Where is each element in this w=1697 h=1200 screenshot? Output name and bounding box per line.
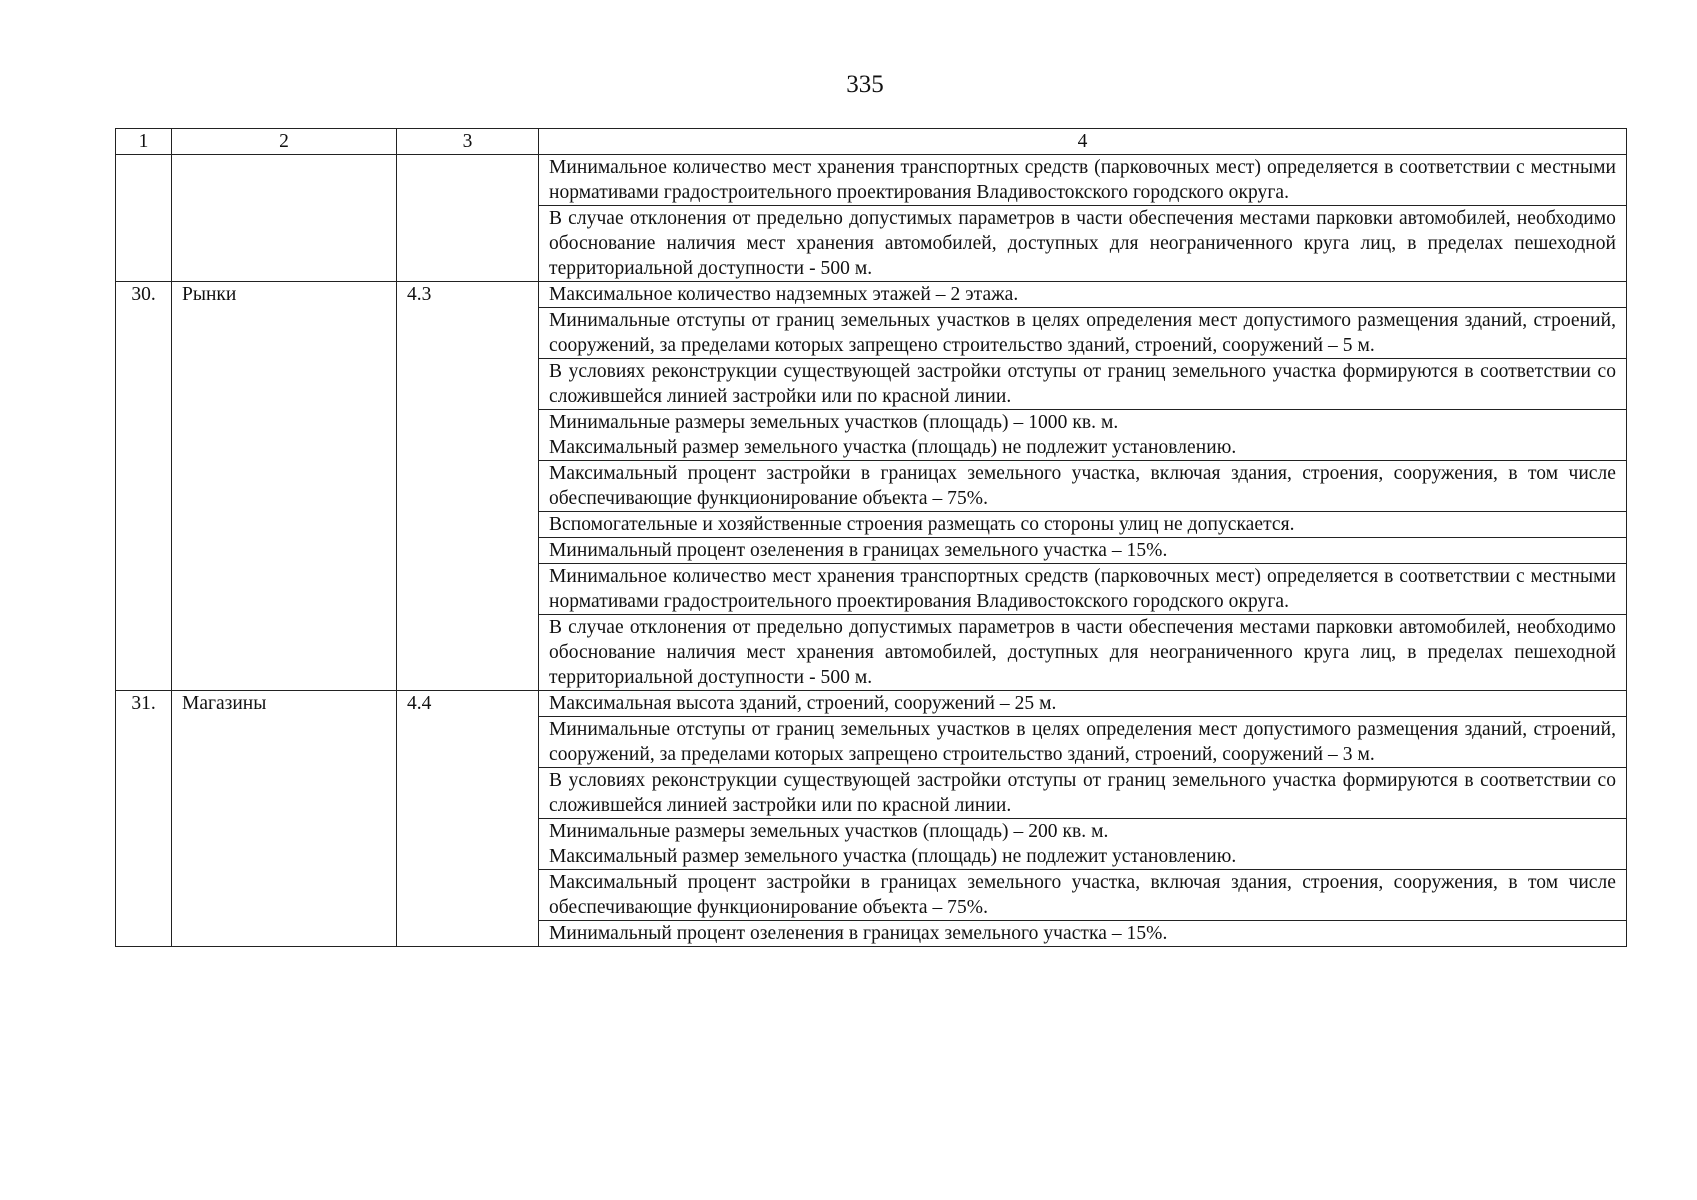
parameter-cell: В условиях реконструкции существующей застройки отступы от границ земельного участка формируются в соответствии со сложившейся линией застройки или по красной линии. bbox=[539, 359, 1627, 410]
parameter-cell: Минимальное количество мест хранения транспортных средств (парковочных мест) определяется в соответствии с местными нормативами градостроительного проектирования Владивостокского городского округа. bbox=[539, 155, 1627, 206]
parameter-cell: Максимальный процент застройки в границах земельного участка, включая здания, строения, сооружения, в том числе обеспечивающие функционирование объекта – 75%. bbox=[539, 870, 1627, 921]
parameter-cell: Максимальная высота зданий, строений, сооружений – 25 м. bbox=[539, 691, 1627, 717]
use-type-code: 4.4 bbox=[397, 691, 539, 947]
parameter-cell: Максимальное количество надземных этажей – 2 этажа. bbox=[539, 282, 1627, 308]
parameter-cell: Вспомогательные и хозяйственные строения размещать со стороны улиц не допускается. bbox=[539, 512, 1627, 538]
header-cell: 3 bbox=[397, 129, 539, 155]
parameter-cell bbox=[539, 410, 1627, 461]
header-cell: 1 bbox=[116, 129, 172, 155]
parameter-cell: Минимальные отступы от границ земельных участков в целях определения мест допустимого размещения зданий, строений, сооружений, за пределами которых запрещено строительство зданий, строений, сооружений – 5 м. bbox=[539, 308, 1627, 359]
empty-cell bbox=[172, 155, 397, 282]
header-cell: 2 bbox=[172, 129, 397, 155]
use-type-code: 4.3 bbox=[397, 282, 539, 691]
parameter-cell: Максимальный процент застройки в границах земельного участка, включая здания, строения, сооружения, в том числе обеспечивающие функционирование объекта – 75%. bbox=[539, 461, 1627, 512]
table-header-row bbox=[116, 129, 1627, 155]
use-type-name: Магазины bbox=[172, 691, 397, 947]
parameter-cell: В случае отклонения от предельно допустимых параметров в части обеспечения местами парковки автомобилей, необходимо обоснование наличия мест хранения автомобилей, доступных для неограниченного круга лиц, в пределах пешеходной территориальной доступности - 500 м. bbox=[539, 206, 1627, 282]
parameter-line: Максимальный размер земельного участка (площадь) не подлежит установлению. bbox=[549, 846, 1237, 867]
page-number: 335 bbox=[846, 71, 884, 98]
parameter-line: Минимальные размеры земельных участков (площадь) – 1000 кв. м. bbox=[549, 412, 1119, 433]
parameter-cell: Минимальное количество мест хранения транспортных средств (парковочных мест) определяется в соответствии с местными нормативами градостроительного проектирования Владивостокского городского округа. bbox=[539, 564, 1627, 615]
table-row bbox=[116, 282, 1627, 308]
parameter-cell: Минимальный процент озеленения в границах земельного участка – 15%. bbox=[539, 538, 1627, 564]
entry-number: 31. bbox=[116, 691, 172, 947]
header-cell: 4 bbox=[539, 129, 1627, 155]
parameter-cell bbox=[539, 819, 1627, 870]
empty-cell bbox=[397, 155, 539, 282]
table-row bbox=[116, 155, 1627, 206]
empty-cell bbox=[116, 155, 172, 282]
parameter-line: Минимальные размеры земельных участков (площадь) – 200 кв. м. bbox=[549, 821, 1109, 842]
use-type-name: Рынки bbox=[172, 282, 397, 691]
parameter-cell: Минимальный процент озеленения в границах земельного участка – 15%. bbox=[539, 921, 1627, 947]
entry-number: 30. bbox=[116, 282, 172, 691]
parameter-cell: В случае отклонения от предельно допустимых параметров в части обеспечения местами парковки автомобилей, необходимо обоснование наличия мест хранения автомобилей, доступных для неограниченного круга лиц, в пределах пешеходной территориальной доступности - 500 м. bbox=[539, 615, 1627, 691]
parameter-cell: Минимальные отступы от границ земельных участков в целях определения мест допустимого размещения зданий, строений, сооружений, за пределами которых запрещено строительство зданий, строений, сооружений – 3 м. bbox=[539, 717, 1627, 768]
parameter-line: Максимальный размер земельного участка (площадь) не подлежит установлению. bbox=[549, 437, 1237, 458]
table-row bbox=[116, 691, 1627, 717]
regulations-table bbox=[115, 128, 1627, 947]
parameter-cell: В условиях реконструкции существующей застройки отступы от границ земельного участка формируются в соответствии со сложившейся линией застройки или по красной линии. bbox=[539, 768, 1627, 819]
